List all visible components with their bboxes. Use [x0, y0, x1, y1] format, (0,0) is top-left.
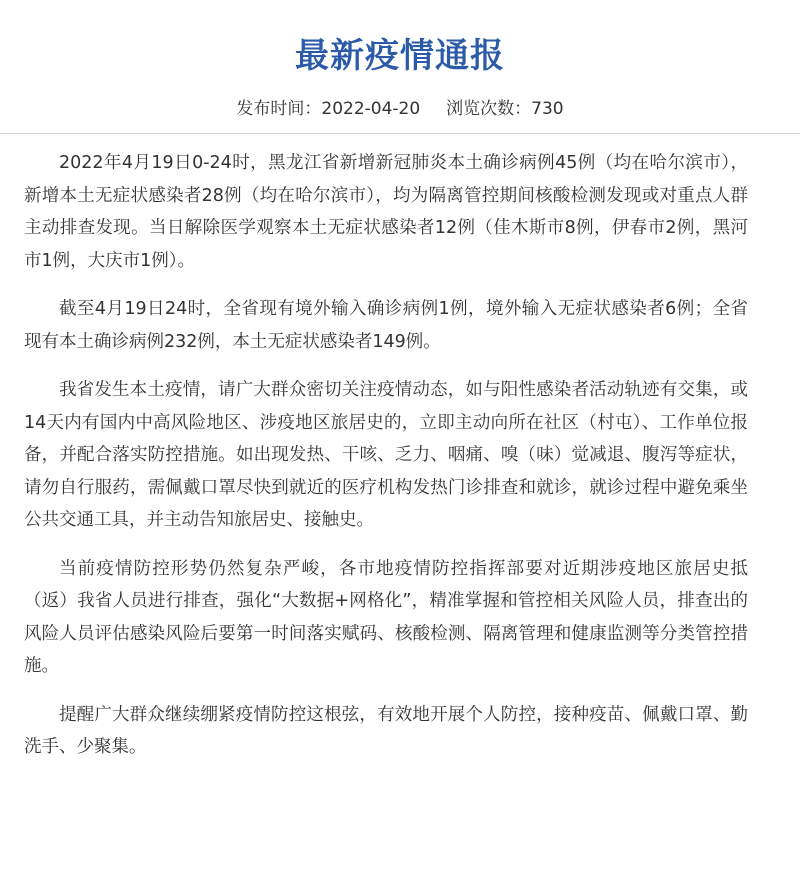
article-paragraph: 提醒广大群众继续绷紧疫情防控这根弦，有效地开展个人防控，接种疫苗、佩戴口罩、勤洗手、少聚集。 [24, 704, 748, 757]
article-paragraph: 当前疫情防控形势仍然复杂严峻，各市地疫情防控指挥部要对近期涉疫地区旅居史抵（返）我省人员进行排查，强化“大数据+网格化”，精准掌握和管控相关风险人员，排查出的风险人员评估感染风险后要第一时间落实赋码、核酸检测、隔离管理和健康监测等分类管控措施。 [24, 558, 748, 676]
article-paragraph: 我省发生本土疫情，请广大群众密切关注疫情动态，如与阳性感染者活动轨迹有交集，或14天内有国内中高风险地区、涉疫地区旅居史的，立即主动向所在社区（村屯）、工作单位报备，并配合落实防控措施。如出现发热、干咳、乏力、咽痛、嗅（味）觉减退、腹泻等症状，请勿自行服药，需佩戴口罩尽快到就近的医疗机构发热门诊排查和就诊，就诊过程中避免乘坐公共交通工具，并主动告知旅居史、接触史。 [24, 380, 748, 530]
article-paragraph: 2022年4月19日0-24时，黑龙江省新增新冠肺炎本土确诊病例45例（均在哈尔滨市），新增本土无症状感染者28例（均在哈尔滨市），均为隔离管控期间核酸检测发现或对重点人群主动排查发现。当日解除医学观察本土无症状感染者12例（佳木斯市8例，伊春市2例，黑河市1例，大庆市1例）。 [24, 153, 748, 271]
article-title: 最新疫情通报 [295, 36, 505, 76]
article-body [24, 147, 748, 780]
view-count-label: 浏览次数： [446, 99, 532, 119]
article-meta [0, 96, 800, 122]
header-divider [0, 133, 800, 134]
publish-time-value: 2022-04-20 [321, 99, 421, 119]
view-count-value: 730 [531, 99, 564, 119]
article-paragraph: 截至4月19日24时，全省现有境外输入确诊病例1例，境外输入无症状感染者6例；全省现有本土确诊病例232例，本土无症状感染者149例。 [24, 299, 748, 352]
publish-time-label: 发布时间： [236, 99, 322, 119]
